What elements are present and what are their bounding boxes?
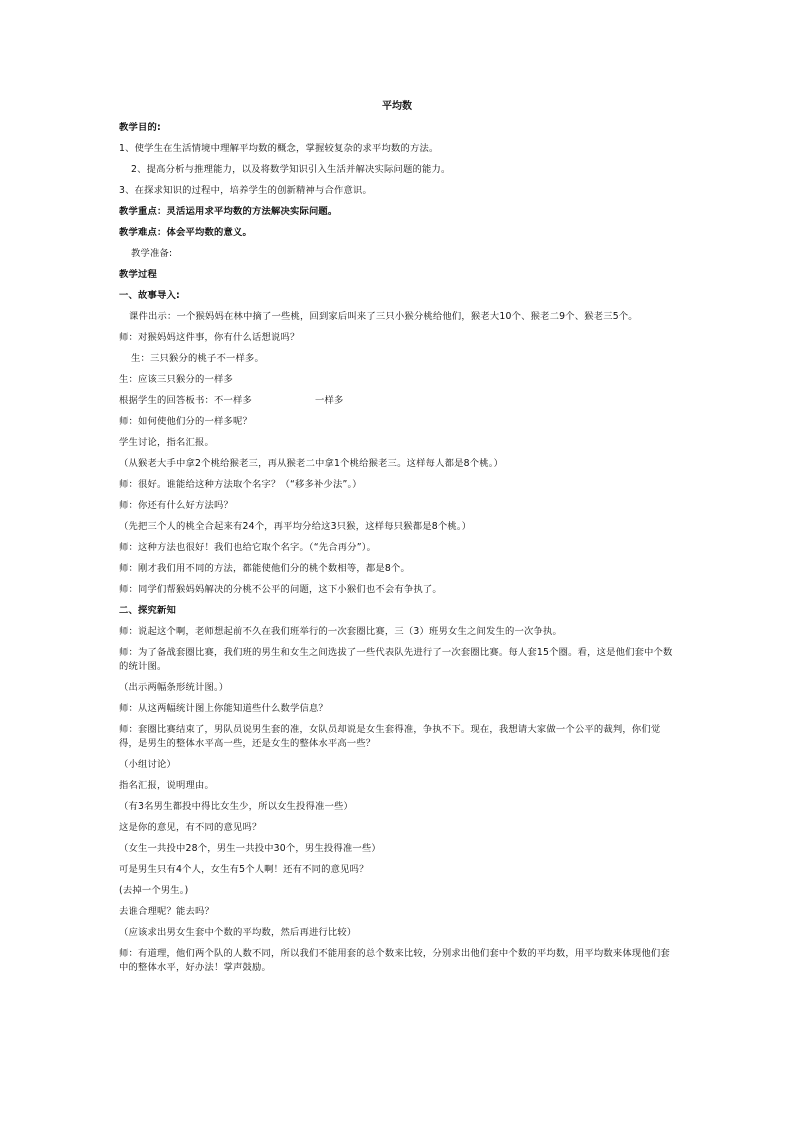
text-line: 3、在探求知识的过程中，培养学生的创新精神与合作意识。 bbox=[119, 185, 373, 196]
text-line: 可是男生只有4个人，女生有5个人啊！还有不同的意见吗？ bbox=[119, 864, 369, 875]
text-line: （出示两幅条形统计图。） bbox=[119, 682, 229, 693]
text-line: 指名汇报，说明理由。 bbox=[119, 780, 214, 791]
text-line: 1、使学生在生活情境中理解平均数的概念，掌握较复杂的求平均数的方法。 bbox=[119, 143, 439, 154]
text-line: 2、提高分析与推理能力，以及将数学知识引入生活并解决实际问题的能力。 bbox=[131, 164, 451, 175]
text-line: （女生一共投中28个，男生一共投中30个，男生投得准一些） bbox=[119, 843, 381, 854]
text-line: 这是你的意见，有不同的意见吗？ bbox=[119, 822, 262, 833]
text-line: （小组讨论） bbox=[119, 759, 176, 770]
text-line: (去掉一个男生。) bbox=[119, 885, 189, 896]
text-line: 教学难点：体会平均数的意义。 bbox=[119, 227, 252, 238]
text-line: 师：说起这个啊，老师想起前不久在我们班举行的一次套圈比赛，三（3）班男女生之间发生的一次争执。 bbox=[119, 626, 562, 637]
text-line: 师：同学们帮猴妈妈解决的分桃不公平的问题，这下小猴们也不会有争执了。 bbox=[119, 584, 442, 595]
text-line: 生：三只猴分的桃子不一样多。 bbox=[131, 353, 264, 364]
text-line: 教学准备: bbox=[131, 248, 173, 259]
document-title: 平均数 bbox=[382, 101, 412, 112]
text-line: 师：你还有什么好方法吗？ bbox=[119, 500, 233, 511]
document-body bbox=[119, 121, 679, 982]
text-line: （从猴老大手中拿2个桃给猴老三，再从猴老二中拿1个桃给猴老三。这样每人都是8个桃。） bbox=[119, 458, 504, 469]
text-line: 课件出示：一个猴妈妈在林中摘了一些桃，回到家后叫来了三只小猴分桃给他们，猴老大10个、猴老二9个、猴老三5个。 bbox=[129, 311, 638, 322]
text-line: 一、故事导入: bbox=[119, 290, 180, 301]
text-line: （有3名男生都投中得比女生少，所以女生投得准一些） bbox=[119, 801, 354, 812]
text-line: 去谁合理呢？能去吗？ bbox=[119, 906, 214, 917]
text-line: 师：有道理，他们两个队的人数不同，所以我们不能用套的总个数来比较，分别求出他们套中个数的平均数，用平均数来体现他们套中的整体水平，好办法！掌声鼓励。 bbox=[119, 948, 670, 973]
text-line: 师：为了备战套圈比赛，我们班的男生和女生之间选拔了一些代表队先进行了一次套圈比赛。每人套15个圈。看，这是他们套中个数的统计图。 bbox=[119, 647, 673, 672]
text-line: 根据学生的回答板书：不一样多 一样多 bbox=[119, 395, 344, 406]
text-line: 教学重点：灵活运用求平均数的方法解决实际问题。 bbox=[119, 206, 338, 217]
text-line: 教学目的: bbox=[119, 122, 161, 133]
text-line: （先把三个人的桃全合起来有24个，再平均分给这3只猴，这样每只猴都是8个桃。） bbox=[119, 521, 472, 532]
text-line: 师：刚才我们用不同的方法，都能使他们分的桃个数相等，都是8个。 bbox=[119, 563, 411, 574]
text-line: 师：从这两幅统计图上你能知道些什么数学信息？ bbox=[119, 703, 328, 714]
text-line: 师：这种方法也很好！我们也给它取个名字。（“先合再分”）。 bbox=[119, 542, 377, 553]
text-line: 学生讨论，指名汇报。 bbox=[119, 437, 214, 448]
text-line: 师：如何使他们分的一样多呢？ bbox=[119, 416, 252, 427]
text-line: 师：很好。谁能给这种方法取个名字？（“移多补少法”。） bbox=[119, 479, 362, 490]
text-line: 师：套圈比赛结束了，男队员说男生套的准，女队员却说是女生套得准，争执不下。现在，我想请大家做一个公平的裁判，你们觉得，是男生的整体水平高一些，还是女生的整体水平高一些？ bbox=[119, 724, 661, 749]
text-line: 教学过程 bbox=[119, 269, 157, 280]
text-line: 生：应该三只猴分的一样多 bbox=[119, 374, 233, 385]
text-line: 师：对猴妈妈这件事，你有什么话想说吗？ bbox=[119, 332, 300, 343]
text-line: 二、探究新知 bbox=[119, 605, 176, 616]
text-line: （应该求出男女生套中个数的平均数，然后再进行比较） bbox=[119, 927, 357, 938]
